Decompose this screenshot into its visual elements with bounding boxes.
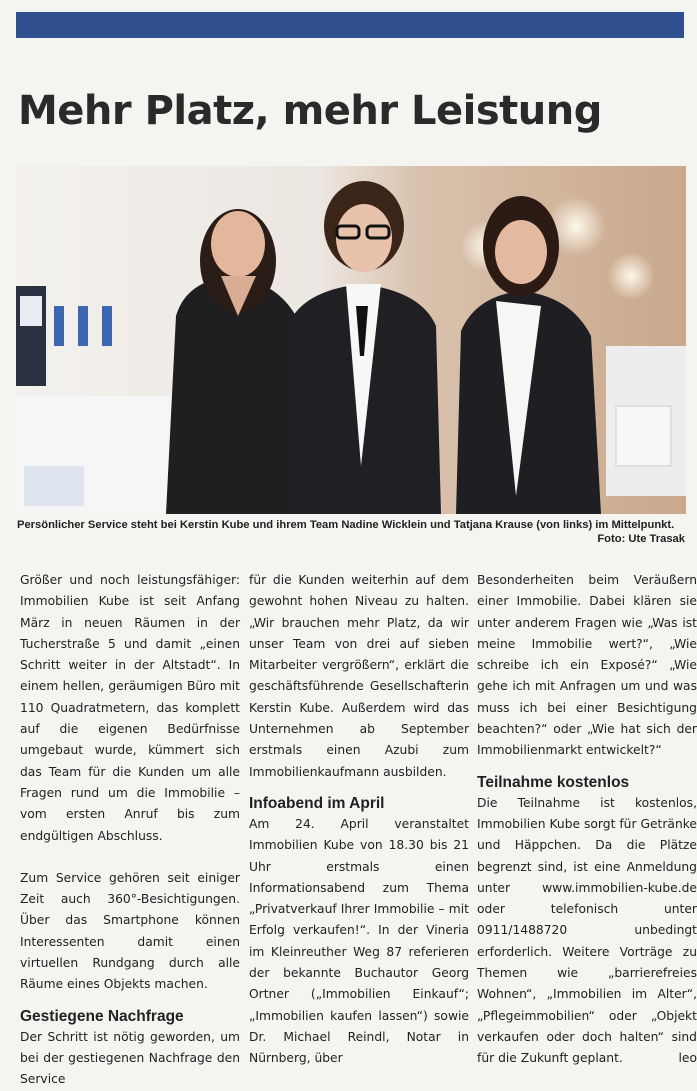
paragraph: für die Kunden weiterhin auf dem gewohnt hohen Niveau zu halten. „Wir brauchen mehr Platz, da wir unser Team von drei auf sieben Mitarbeiter vergrößern“, erklärt die geschäftsführende Gesellschafterin Kerstin Kube. Außerdem wird das Unternehmen ab September erstmals einen Azubi zum Immobilienkaufmann ausbilden. xyxy=(249,573,469,779)
caption-text: Persönlicher Service steht bei Kerstin Kube und ihrem Team Nadine Wicklein und Tatjana Krause (von links) im Mittelpunkt. xyxy=(17,519,675,531)
article-column-1 xyxy=(20,570,240,1091)
paragraph: Zum Service gehören seit einiger Zeit auch 360°-Besichtigungen. Über das Smartphone können Interessenten damit einen virtuellen Rundgang durch alle Räume eines Objekts machen. xyxy=(20,870,240,992)
article-column-2 xyxy=(249,570,469,1070)
section-heading: Teilnahme kostenlos xyxy=(477,773,630,791)
photo-caption xyxy=(17,518,685,545)
section-heading: Gestiegene Nachfrage xyxy=(20,1007,184,1025)
article-photo xyxy=(16,166,686,514)
paragraph: Besonderheiten beim Veräußern einer Immobilie. Dabei klären sie unter anderem Fragen wie „Was ist meine Immobilie wert?“, „Wie schreibe ich ein Exposé?“ „Wie gehe ich mit Anfragen um und was muss ich bei einer Besichtigung beachten?“ oder „Wie hat sich der Immobilienmarkt entwickelt?“ xyxy=(477,573,697,758)
paragraph: Größer und noch leistungsfähiger: Immobilien Kube ist seit Anfang März in neuen Räumen in der Tucherstraße 5 und damit „einen Schritt weiter in der Altstadt“. In einem hellen, geräumigen Büro mit 110 Quadratmetern, das komplett auf die eigenen Bedürfnisse umgebaut wurde, kümmert sich das Team für die Kunden um alle Fragen rund um die Immobilie – vom ersten Anruf bis zum endgültigen Abschluss. xyxy=(20,573,240,843)
paragraph: Der Schritt ist nötig geworden, um bei der gestiegenen Nachfrage den Service xyxy=(20,1029,240,1087)
photo-credit: Foto: Ute Trasak xyxy=(597,533,685,545)
article-headline: Mehr Platz, mehr Leistung xyxy=(18,88,602,134)
paragraph xyxy=(477,793,697,1070)
author-initials: leo xyxy=(678,1051,697,1066)
section-heading: Infoabend im April xyxy=(249,794,385,812)
top-color-bar xyxy=(16,12,684,38)
article-column-3 xyxy=(477,570,697,1070)
paragraph: Am 24. April veranstaltet Immobilien Kube von 18.30 bis 21 Uhr erstmals einen Informationsabend zum Thema „Privatverkauf Ihrer Immobilie – mit Erfolg verkaufen!“. In der Vineria im Kleinreuther Weg 87 referieren der bekannte Buchautor Georg Ortner („Immobilien Einkauf“; „Immobilien kaufen lassen“) sowie Dr. Michael Reindl, Notar in Nürnberg, über xyxy=(249,816,469,1066)
paragraph-text: Die Teilnahme ist kostenlos, Immobilien Kube sorgt für Getränke und Häppchen. Da die Plätze begrenzt sind, ist eine Anmeldung unter www.immobilien-kube.de oder telefonisch unter 0911/1488720 unbedingt erforderlich. Weitere Vorträge zu Themen wie „barrierefreies Wohnen“, „Immobilien im Alter“, „Pflegeimmobilien“ oder „Objekt verkaufen oder doch halten“ sind für die Zukunft geplant. xyxy=(477,795,697,1066)
